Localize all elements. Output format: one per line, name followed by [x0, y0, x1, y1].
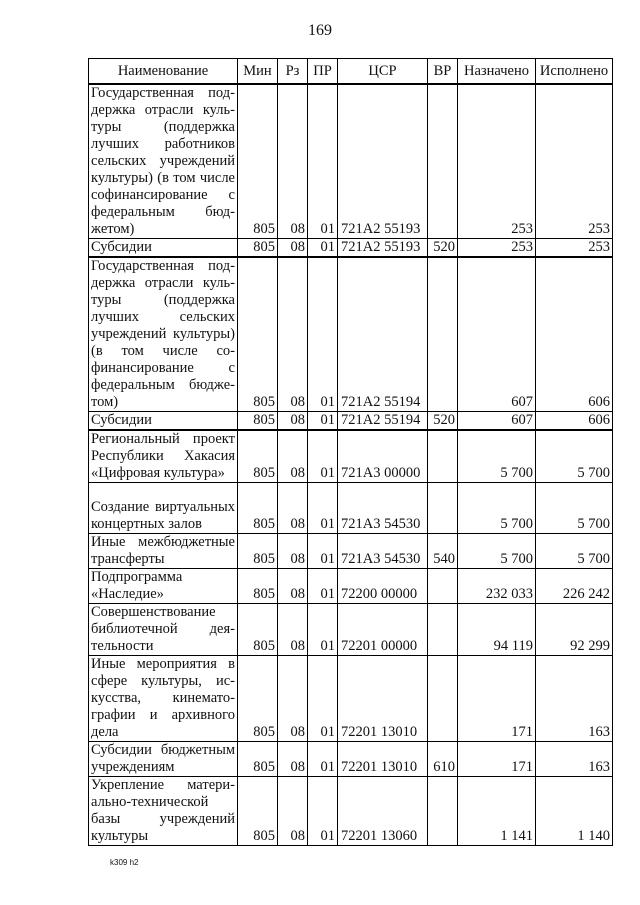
row-executed: 606	[536, 412, 613, 431]
row-vr	[428, 430, 458, 483]
row-pr: 01	[308, 483, 338, 534]
table-row	[89, 430, 613, 483]
row-name: Государственная поддержка отрасли культуры (поддержка лучших сельских учреждений культуры) (в том числе софинансирование с федеральным бюджетом)	[89, 257, 238, 412]
row-assigned: 607	[458, 412, 536, 431]
row-name: Региональный проект Республики Хакасия «Цифровая культура»	[89, 430, 238, 483]
header-name: Наименование	[89, 59, 238, 85]
row-rz: 08	[278, 483, 308, 534]
row-name: Совершенствование библиотечной деятельности	[89, 604, 238, 656]
row-vr: 610	[428, 742, 458, 777]
table-row	[89, 656, 613, 742]
row-name: Субсидии	[89, 239, 238, 258]
table-row	[89, 742, 613, 777]
row-vr	[428, 777, 458, 846]
row-vr: 540	[428, 534, 458, 569]
row-csr: 72200 00000	[338, 569, 428, 604]
row-min: 805	[238, 483, 278, 534]
row-assigned: 171	[458, 742, 536, 777]
row-pr: 01	[308, 257, 338, 412]
row-rz: 08	[278, 656, 308, 742]
row-min: 805	[238, 239, 278, 258]
row-pr: 01	[308, 239, 338, 258]
row-assigned: 232 033	[458, 569, 536, 604]
row-csr: 72201 00000	[338, 604, 428, 656]
footer-code: k309 h2	[110, 858, 139, 867]
table-row	[89, 84, 613, 239]
row-csr: 721A3 00000	[338, 430, 428, 483]
row-assigned: 5 700	[458, 483, 536, 534]
row-csr: 721A2 55193	[338, 239, 428, 258]
row-vr	[428, 569, 458, 604]
row-name: Государственная поддержка отрасли культуры (поддержка лучших работников сельских учреждений культуры) (в том числе софинансирование с федеральным бюджетом)	[89, 84, 238, 239]
table-row	[89, 412, 613, 431]
row-csr: 721A3 54530	[338, 483, 428, 534]
row-assigned: 1 141	[458, 777, 536, 846]
row-vr	[428, 604, 458, 656]
header-executed: Исполнено	[536, 59, 613, 85]
header-csr: ЦСР	[338, 59, 428, 85]
row-min: 805	[238, 777, 278, 846]
row-assigned: 171	[458, 656, 536, 742]
row-min: 805	[238, 656, 278, 742]
row-rz: 08	[278, 604, 308, 656]
row-executed: 1 140	[536, 777, 613, 846]
row-name: Укрепление материально-технической базы учреждений культуры	[89, 777, 238, 846]
row-vr: 520	[428, 412, 458, 431]
row-executed: 5 700	[536, 430, 613, 483]
row-pr: 01	[308, 412, 338, 431]
row-name: Субсидии бюджетным учреждениям	[89, 742, 238, 777]
row-vr	[428, 257, 458, 412]
row-min: 805	[238, 84, 278, 239]
row-pr: 01	[308, 777, 338, 846]
row-name: Создание виртуальных концертных залов	[89, 483, 238, 534]
row-csr: 721A3 54530	[338, 534, 428, 569]
row-executed: 163	[536, 656, 613, 742]
row-assigned: 5 700	[458, 534, 536, 569]
header-vr: ВР	[428, 59, 458, 85]
row-rz: 08	[278, 412, 308, 431]
row-csr: 72201 13060	[338, 777, 428, 846]
row-name: Иные межбюджетные трансферты	[89, 534, 238, 569]
table-row	[89, 239, 613, 258]
table-row	[89, 483, 613, 534]
row-pr: 01	[308, 604, 338, 656]
row-csr: 72201 13010	[338, 742, 428, 777]
row-rz: 08	[278, 534, 308, 569]
table-row	[89, 777, 613, 846]
row-name: Иные мероприятия в сфере культуры, искусства, кинематографии и архивного дела	[89, 656, 238, 742]
header-pr: ПР	[308, 59, 338, 85]
row-min: 805	[238, 534, 278, 569]
table-row	[89, 257, 613, 412]
row-executed: 163	[536, 742, 613, 777]
row-executed: 253	[536, 239, 613, 258]
row-csr: 72201 13010	[338, 656, 428, 742]
table-row	[89, 604, 613, 656]
row-executed: 606	[536, 257, 613, 412]
row-name: Субсидии	[89, 412, 238, 431]
row-assigned: 253	[458, 239, 536, 258]
table-header-row	[89, 59, 613, 85]
row-pr: 01	[308, 569, 338, 604]
row-min: 805	[238, 742, 278, 777]
row-rz: 08	[278, 430, 308, 483]
row-min: 805	[238, 569, 278, 604]
row-pr: 01	[308, 742, 338, 777]
page-number: 169	[308, 22, 332, 39]
row-pr: 01	[308, 84, 338, 239]
row-rz: 08	[278, 742, 308, 777]
row-pr: 01	[308, 656, 338, 742]
row-assigned: 607	[458, 257, 536, 412]
row-csr: 721A2 55193	[338, 84, 428, 239]
row-rz: 08	[278, 239, 308, 258]
table-row	[89, 534, 613, 569]
row-executed: 92 299	[536, 604, 613, 656]
table-row	[89, 569, 613, 604]
row-name: Подпрограмма «Наследие»	[89, 569, 238, 604]
row-min: 805	[238, 412, 278, 431]
header-rz: Рз	[278, 59, 308, 85]
row-executed: 5 700	[536, 483, 613, 534]
row-csr: 721A2 55194	[338, 257, 428, 412]
row-vr: 520	[428, 239, 458, 258]
row-rz: 08	[278, 777, 308, 846]
row-pr: 01	[308, 534, 338, 569]
row-min: 805	[238, 430, 278, 483]
row-rz: 08	[278, 257, 308, 412]
row-min: 805	[238, 257, 278, 412]
row-rz: 08	[278, 84, 308, 239]
row-pr: 01	[308, 430, 338, 483]
row-rz: 08	[278, 569, 308, 604]
row-vr	[428, 656, 458, 742]
row-assigned: 253	[458, 84, 536, 239]
row-csr: 721A2 55194	[338, 412, 428, 431]
budget-table	[88, 58, 613, 846]
header-assigned: Назначено	[458, 59, 536, 85]
row-executed: 253	[536, 84, 613, 239]
header-min: Мин	[238, 59, 278, 85]
row-vr	[428, 483, 458, 534]
row-min: 805	[238, 604, 278, 656]
row-assigned: 5 700	[458, 430, 536, 483]
row-executed: 5 700	[536, 534, 613, 569]
row-assigned: 94 119	[458, 604, 536, 656]
row-executed: 226 242	[536, 569, 613, 604]
row-vr	[428, 84, 458, 239]
